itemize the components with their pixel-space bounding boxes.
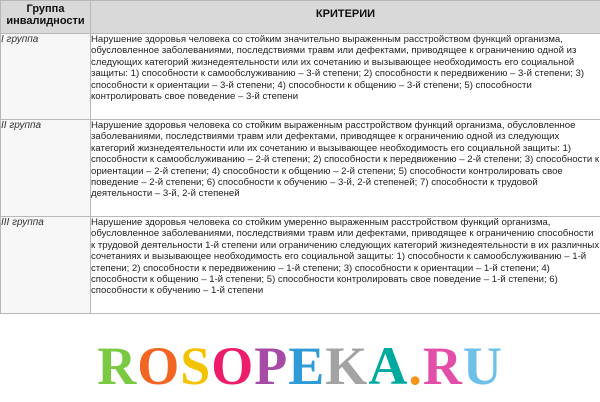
group-cell: III группа xyxy=(1,217,91,314)
criteria-column-header: КРИТЕРИИ xyxy=(91,1,600,34)
table-row xyxy=(1,217,600,314)
watermark-letter: . xyxy=(408,336,423,396)
watermark-letter: O xyxy=(137,336,181,396)
criteria-cell: Нарушение здоровья человека со стойким умеренно выраженным расстройством функций организма, обусловленное заболеваниями, последствиями травм или дефектами, приводящее к ограничению способности к трудовой деятельности 1-й степени или ограничению следующих категорий жизнедеятельности в их различных сочетаниях и вызывающее необходимость его социальной защиты: 1) способности к самообслуживанию – 1-й степени; 2) способности к передвижению – 1-й степени; 3) способности к ориентации – 1-й степени; 4) способности к общению – 1-й степени; 5) способности контролировать свое поведение – 1-й степени; 6) способности к обучению – 1-й степени xyxy=(91,217,600,314)
watermark-letter: K xyxy=(325,336,369,396)
table-row xyxy=(1,120,600,217)
group-header-line1: Группа xyxy=(26,3,65,15)
group-cell: I группа xyxy=(1,34,91,120)
watermark-letter: R xyxy=(97,336,138,396)
group-cell: II группа xyxy=(1,120,91,217)
group-column-header xyxy=(1,1,91,34)
watermark-letter: O xyxy=(211,336,255,396)
table-row xyxy=(1,34,600,120)
group-header-line2: инвалидности xyxy=(6,15,85,27)
criteria-cell: Нарушение здоровья человека со стойким значительно выраженным расстройством функций организма, обусловленное заболеваниями, последствиями травм или дефектами, приводящее к ограничению одной из следующих категорий жизнедеятельности или их сочетанию и вызывающее необходимость его социальной защиты: 1) способности к самообслуживанию – 3-й степени; 2) способности к передвижению – 3-й степени; 3) способности к ориентации – 3-й степени; 4) способности к общению – 3-й степени; 5) способности контролировать свое поведение – 3-й степени xyxy=(91,34,600,120)
watermark-letter: A xyxy=(368,336,409,396)
watermark-letter: P xyxy=(254,336,289,396)
watermark-letter: R xyxy=(422,336,463,396)
watermark-letter: U xyxy=(462,336,503,396)
criteria-cell: Нарушение здоровья человека со стойким выраженным расстройством функций организма, обусловленное заболеваниями, последствиями травм или дефектами, приводящее к ограничению одной из следующих категорий жизнедеятельности или их сочетанию и вызывающее необходимость его социальной защиты: 1) способности к самообслуживанию – 2-й степени; 2) способности к передвижению – 2-й степени; 3) способности к ориентации – 2-й степени; 4) способности к общению – 2-й степени; 5) способности контролировать свое поведение – 2-й степени; 6) способности к обучению – 3-й, 2-й степеней; 7) способности к трудовой деятельности – 3-й, 2-й степеней xyxy=(91,120,600,217)
watermark-letter: S xyxy=(180,336,212,396)
watermark-letter: E xyxy=(288,336,326,396)
site-watermark xyxy=(0,336,600,396)
